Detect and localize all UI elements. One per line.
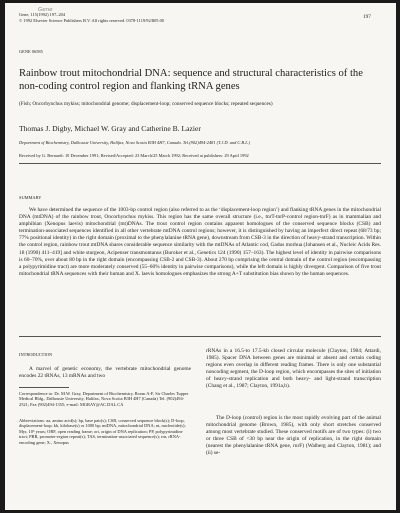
summary-text: We have determined the sequence of the 1003-bp control region (also referred to as the ‘displacement-loop region’) and flanking tRNA genes in the mitochondrial DNA (mtDNA) of the rainbow trout, Oncorhynchus mykiss. This region has the same overall structure (i.e., tnrT-tnrP-control region-tnrF) as in mammalian and amphibian (Xenopus laevis) mitochondrial (mt)DNAs. The trout control region contains apparent homologues of the conserved sequence blocks (CSB) and termination-associated sequences identified in all other vertebrate mtDNA control regions; however, it is distinguished by having an imperfect direct repeat (68/73 bp; 77% positional identity) in the right domain (proximal to the phenylalanine tRNA gene), downstream from CSB-3 in the direction of heavy-strand transcription. Within the control region, rainbow trout mtDNA shares considerable sequence similarity with the mtDNAs of Atlantic cod, Gadus morhua (Johansen et al., Nucleic Acids Res. 18 (1990) 411–419] and white sturgeon, Acipenser transmontanus (Buroker et al., Genetics 124 (1990) 157–163). The highest level of identity in pairwise comparisons is 60–70%, over about 80 bp in the right domain (encompassing CSB-2 and CSB-3). About 270 bp comprising the central domain of the control region (encompassing a polypyrimidine tract) are more moderately conserved (55–60% identity in pairwise comparisons), while the left domain is highly divergent. Comparison of five trout mitochondrial tRNA sequences with their human and X. laevis homologues emphasizes the strong A+T substitution bias shown by the human sequences. — [19, 207, 381, 277]
affiliation: Department of Biochemistry, Dalhousie University, Halifax, Nova Scotia B3H 4H7, Canada. Tel.(902)494-2481 (T.J.D. and C.B.L.) — [19, 140, 251, 145]
introduction-text: A marvel of genetic economy, the vertebrate mitochondrial genome encodes 22 tRNAs, 13 mRNAs and two — [19, 366, 191, 380]
received-dates: Received by G. Bernardi: 10 December 1991; Revised/Accepted: 23 March/25 March 1992; Received at publishers: 29 April 1992 — [19, 153, 249, 158]
journal-citation: Gene, 115(1992) 197–204 — [19, 12, 66, 17]
article-title: Rainbow trout mitochondrial DNA: sequence and structural characteristics of the non-coding control region and flanking tRNA genes — [19, 68, 363, 92]
gene-code: GENE 06585 — [19, 49, 43, 54]
keywords-text: (Fish; Oncorhynchus mykiss; mitochondrial genome; displacement-loop; conserved sequence blocks; repeated sequences) — [19, 101, 273, 107]
abbreviations-footnote: Abbreviations: aa, amino acid(s); bp, base pair(s); CSB, conserved sequence block(s); D-loop, displacement-loop; kb, kilobase(s) or 1000 bp; mtDNA, mitochondrial DNA; nt, nucleotide(s); Myr, 10⁶ years; ORF, open reading frame; ori, origin of DNA replication; PP, polypyrimidine tract; PRR, promoter-region repeat(s); TAS, termination-associated sequence(s); rrn, rRNA-encoding gene; X., Xenopus — [19, 418, 186, 445]
introduction-heading: INTRODUCTION — [19, 352, 53, 357]
correspondence-footnote: Correspondence to: Dr. M.W. Gray, Department of Biochemistry, Room A-F, Sir Charles Tupper Medical Bldg., Dalhousie University, Halifax, Nova Scotia B3H 4H7 (Canada) Tel. (902)494-2521; Fax (902)494-1355; e-mail: MGRAY@AC.DAL.CA — [19, 391, 189, 407]
page-number: 197 — [363, 14, 371, 20]
footnote-rule — [19, 387, 69, 388]
right-column-paragraph-2: The D-loop (control) region is the most rapidly evolving part of the animal mitochondrial genome (Brown, 1985), with only short stretches conserved among most vertebrate studied. These conserved motifs are of two types: (i) two or three CSB of <30 bp near the origin of replication, in the right domain (nearest the phenylalanine tRNA gene, rnrF) (Walberg and Clayton, 1981); and (ii) se- — [206, 415, 381, 457]
keywords — [19, 101, 381, 108]
journal-page — [5, 3, 396, 510]
summary-heading: SUMMARY — [19, 195, 42, 200]
summary-divider — [19, 336, 381, 337]
authors: Thomas J. Digby, Michael W. Gray and Catherine B. Lazier — [19, 124, 201, 133]
copyright-line: © 1992 Elsevier Science Publishers B.V. All rights reserved. 0378-1119/92/$05.00 — [19, 18, 164, 23]
handwritten-note: Gene — [38, 7, 53, 13]
title-divider — [19, 163, 381, 164]
right-column-paragraph-1: rRNAs in a 16.5-to 17.5-kb closed circular molecule (Clayton, 1984; Attardi, 1985). Spacer DNA between genes are minimal or absent and certain coding regions even overlap in different reading frames. There is only one substantial noncoding segment, the D-loop region, which encompasses the sites of initiation of heavy-strand replication and both heavy- and light-strand transcription (Chang et al., 1987; Clayton, 1991a,b). — [206, 348, 381, 390]
